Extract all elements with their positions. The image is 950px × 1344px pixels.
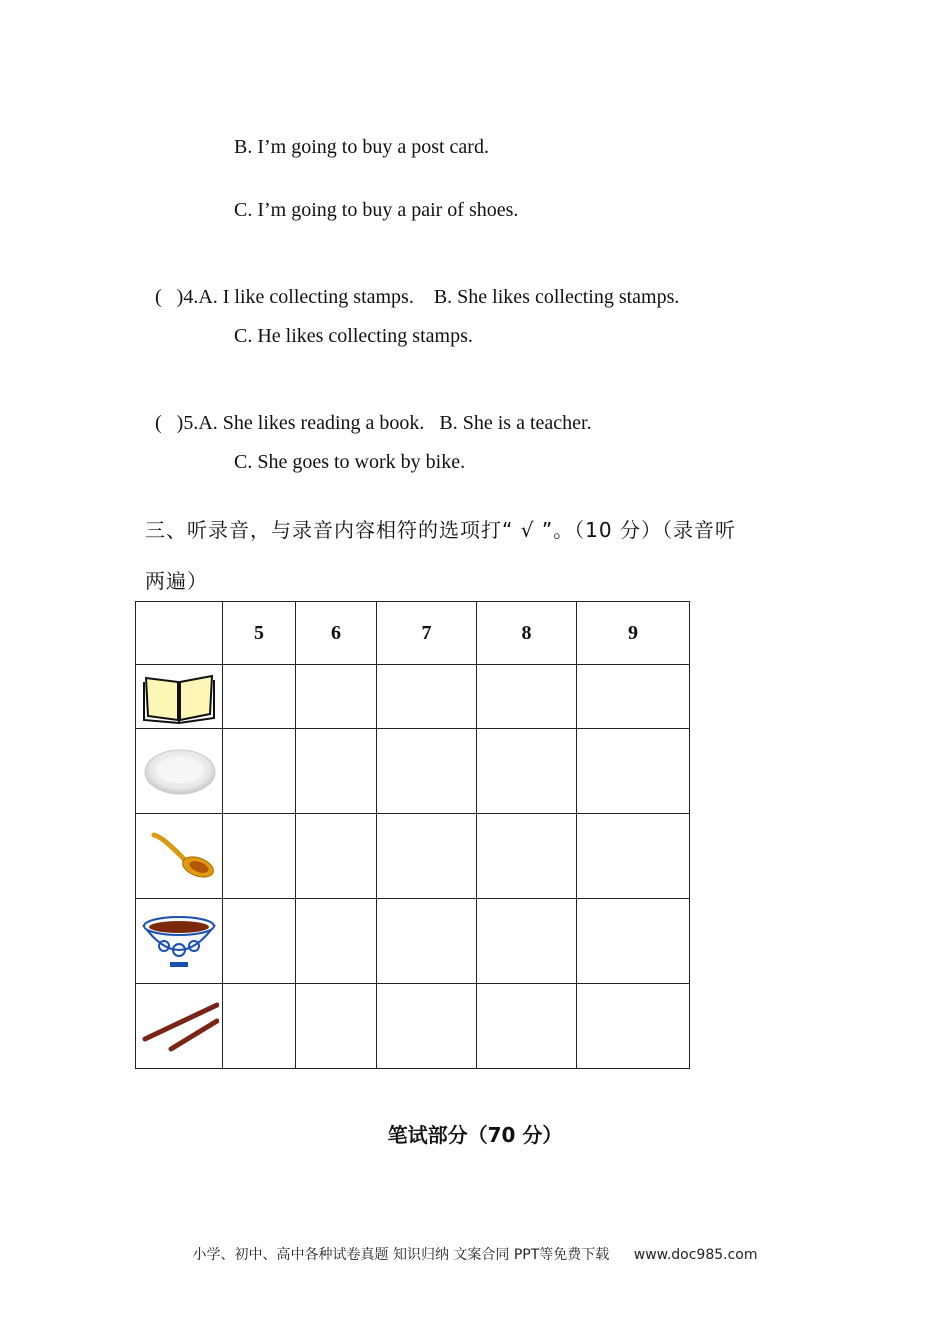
footer-link[interactable]: www.doc985.com: [633, 1247, 758, 1263]
question-3-option-b: B. I’m going to buy a post card.: [234, 136, 489, 158]
answer-cell[interactable]: [377, 729, 477, 814]
answer-cell[interactable]: [377, 984, 477, 1069]
table-row: [136, 665, 690, 729]
answer-cell[interactable]: [223, 665, 296, 729]
question-5-option-c: C. She goes to work by bike.: [234, 451, 466, 473]
answer-blank[interactable]: ( ): [155, 286, 184, 308]
chopsticks-icon: [136, 984, 223, 1069]
answer-cell[interactable]: [477, 729, 577, 814]
table-row: [136, 899, 690, 984]
answer-cell[interactable]: [223, 814, 296, 899]
answer-cell[interactable]: [296, 814, 377, 899]
table-row: [136, 984, 690, 1069]
question-5-option-b: B. She is a teacher.: [439, 412, 592, 434]
column-header: 8: [477, 602, 577, 665]
column-header: 6: [296, 602, 377, 665]
written-part-heading: 笔试部分（70 分）: [387, 1123, 563, 1147]
answer-cell[interactable]: [296, 729, 377, 814]
answer-cell[interactable]: [477, 814, 577, 899]
answer-cell[interactable]: [223, 984, 296, 1069]
answer-cell[interactable]: [577, 665, 690, 729]
book-icon: [136, 665, 223, 729]
column-header: 7: [377, 602, 477, 665]
answer-cell[interactable]: [296, 665, 377, 729]
section-3-heading-cont: 两遍）: [145, 569, 208, 593]
answer-cell[interactable]: [577, 729, 690, 814]
answer-cell[interactable]: [477, 899, 577, 984]
footer-text: 小学、初中、高中各种试卷真题 知识归纳 文案合同 PPT等免费下载: [192, 1247, 610, 1263]
question-4-option-c: C. He likes collecting stamps.: [234, 325, 473, 347]
column-header: 9: [577, 602, 690, 665]
column-header: 5: [223, 602, 296, 665]
answer-cell[interactable]: [577, 984, 690, 1069]
table-row: [136, 729, 690, 814]
header-empty-cell: [136, 602, 223, 665]
answer-cell[interactable]: [296, 984, 377, 1069]
question-3-option-c: C. I’m going to buy a pair of shoes.: [234, 199, 519, 221]
listening-table: [135, 601, 690, 1069]
answer-cell[interactable]: [577, 814, 690, 899]
answer-cell[interactable]: [377, 899, 477, 984]
question-5: [145, 389, 592, 435]
section-3-heading: 三、听录音，与录音内容相符的选项打“ √ ”。（10 分）（录音听: [145, 518, 736, 542]
bowl-icon: [136, 899, 223, 984]
answer-blank[interactable]: ( ): [155, 412, 184, 434]
question-5-option-a: 5.A. She likes reading a book.: [183, 412, 425, 434]
answer-cell[interactable]: [296, 899, 377, 984]
answer-cell[interactable]: [377, 814, 477, 899]
answer-cell[interactable]: [377, 665, 477, 729]
table-row: [136, 814, 690, 899]
answer-cell[interactable]: [477, 984, 577, 1069]
question-4: [145, 263, 679, 309]
answer-cell[interactable]: [477, 665, 577, 729]
answer-cell[interactable]: [577, 899, 690, 984]
plate-icon: [136, 729, 223, 814]
answer-cell[interactable]: [223, 729, 296, 814]
answer-cell[interactable]: [223, 899, 296, 984]
page-footer: [0, 1244, 950, 1264]
question-4-option-a: 4.A. I like collecting stamps.: [183, 286, 414, 308]
spoon-icon: [136, 814, 223, 899]
question-4-option-b: B. She likes collecting stamps.: [433, 286, 680, 308]
